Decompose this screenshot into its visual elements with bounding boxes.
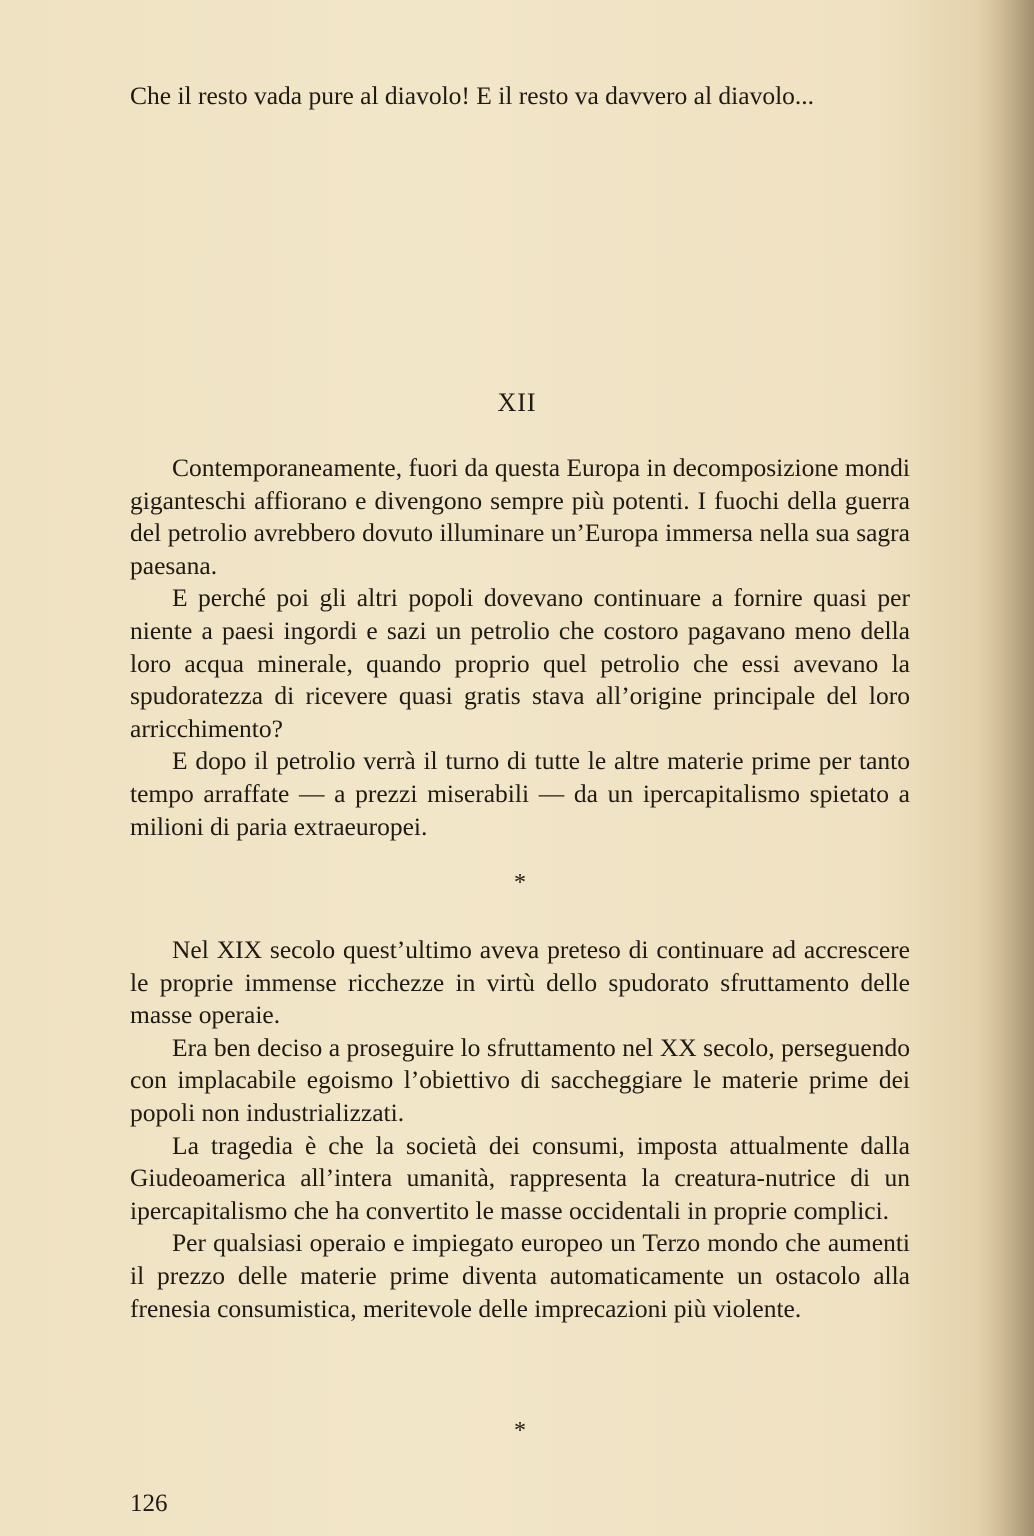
paragraph: La tragedia è che la società dei consumi, imposta attualmente dalla Giudeoamerica all’intera umanità, rappresenta la creatura-nutrice di un ipercapitalismo che ha convertito le masse occidentali in proprie complici. <box>130 1130 910 1225</box>
paragraph: Per qualsiasi operaio e impiegato europeo un Terzo mondo che aumenti il prezzo delle materie prime diventa automaticamente un ostacolo alla frenesia consumistica, meritevole delle imprecazioni più violente. <box>130 1228 910 1323</box>
chapter-heading: XII <box>497 388 537 417</box>
spine-shadow <box>978 0 1034 1536</box>
section-divider-asterisk: * <box>514 1418 526 1444</box>
section-2-text-block <box>130 934 910 1325</box>
paragraph: Nel XIX secolo quest’ultimo aveva preteso di continuare ad accrescere le proprie immense ricchezze in virtù dello spudorato sfruttamento delle masse operaie. <box>130 935 910 1030</box>
opening-paragraph: Che il resto vada pure al diavolo! E il resto va davvero al diavolo... <box>130 81 815 110</box>
section-divider-asterisk: * <box>514 870 526 896</box>
paragraph: Contemporaneamente, fuori da questa Europa in decomposizione mondi giganteschi affiorano e divengono sempre più potenti. I fuochi della guerra del petrolio avrebbero dovuto illuminare un’Europa immersa nella sua sagra paesana. <box>130 453 910 580</box>
page-number: 126 <box>130 1490 168 1517</box>
paragraph: E dopo il petrolio verrà il turno di tutte le altre materie prime per tanto tempo arraffate — a prezzi miserabili — da un ipercapitalismo spietato a milioni di paria extraeuropei. <box>130 746 910 841</box>
section-1-text-block <box>130 452 910 843</box>
opening-text-block <box>130 80 910 113</box>
paragraph: Era ben deciso a proseguire lo sfruttamento nel XX secolo, perseguendo con implacabile egoismo l’obiettivo di saccheggiare le materie prime dei popoli non industrializzati. <box>130 1032 910 1127</box>
paragraph: E perché poi gli altri popoli dovevano continuare a fornire quasi per niente a paesi ingordi e sazi un petrolio che costoro pagavano meno della loro acqua minerale, quando proprio quel petrolio che essi avevano la spudoratezza di ricevere quasi gratis stava all’origine principale del loro arricchimento? <box>130 583 910 743</box>
